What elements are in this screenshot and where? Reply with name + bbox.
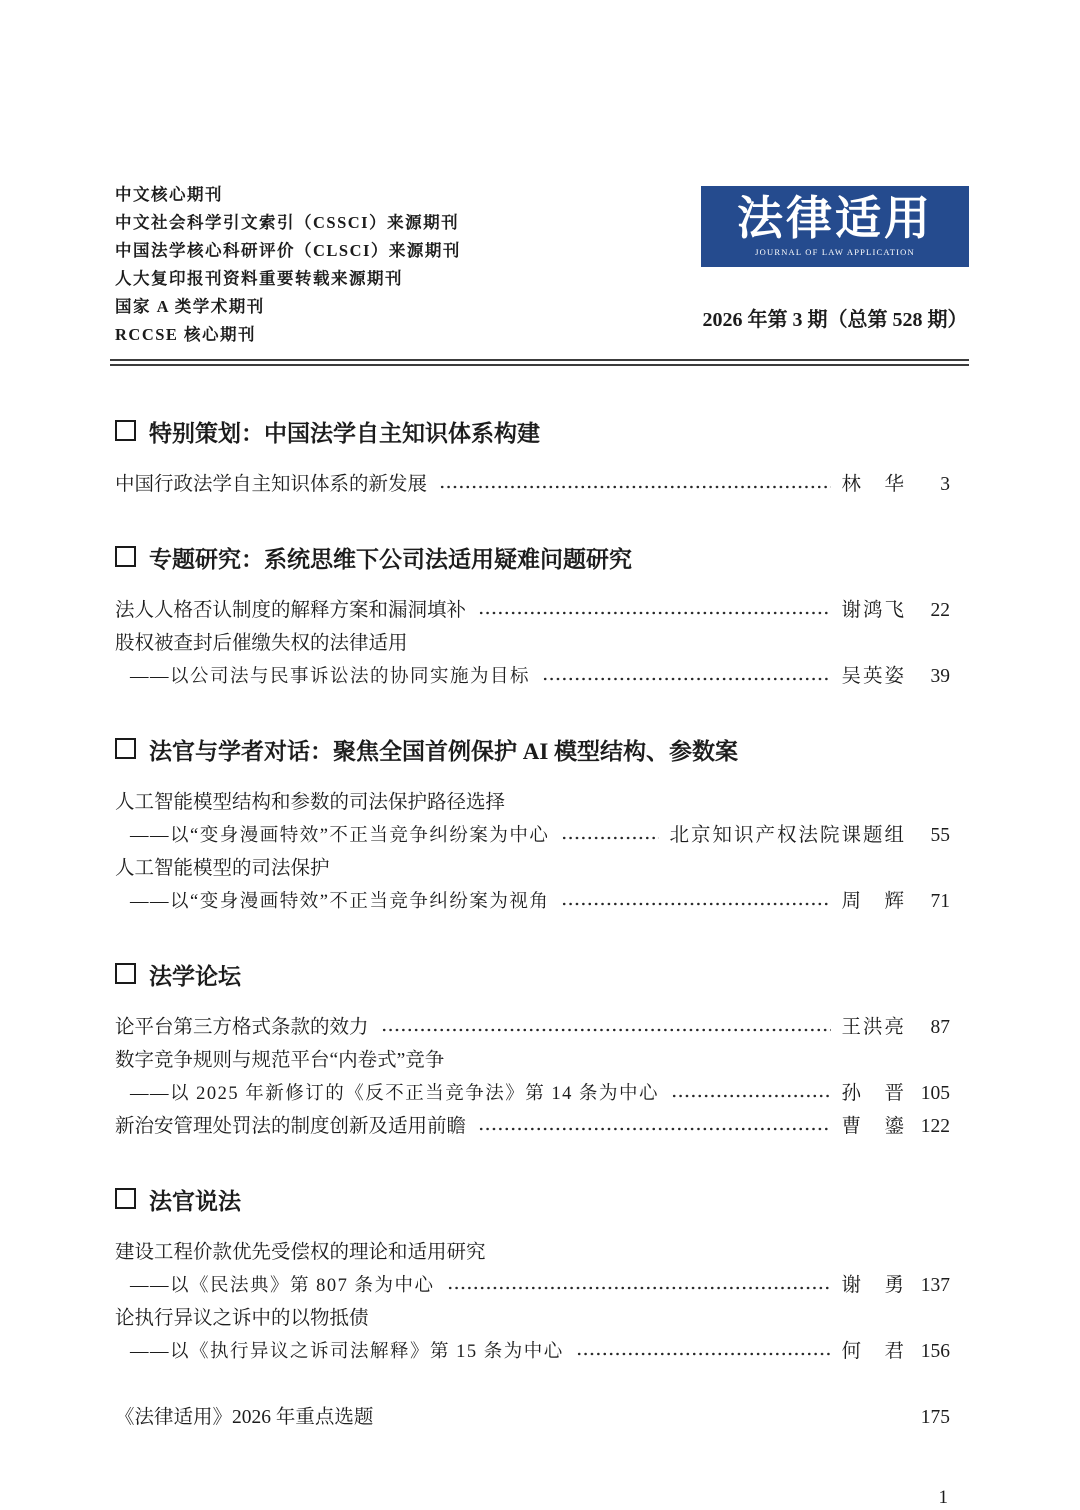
section-marker-icon (115, 420, 136, 441)
toc-entry-page: 105 (920, 1083, 950, 1105)
toc-entry-subtitle (115, 1077, 950, 1110)
credential-item: 中文核心期刊 (115, 185, 223, 204)
toc-entry (115, 1044, 950, 1077)
toc-entry-title: ——以 2025 年新修订的《反不正当竞争法》第 14 条为中心 (130, 1084, 660, 1105)
toc-entry-title: ——以《执行异议之诉司法解释》第 15 条为中心 (130, 1342, 564, 1363)
toc-entry-title: 数字竞争规则与规范平台“内卷式”竞争 (115, 1050, 445, 1072)
page-number: 1 (938, 1487, 948, 1509)
section-marker-icon (115, 963, 136, 984)
toc-entry-subtitle (115, 885, 950, 918)
section-heading (115, 731, 950, 767)
toc-entry-page: 156 (920, 1341, 950, 1363)
toc-entry-page: 87 (930, 1017, 950, 1039)
double-rule-divider (110, 359, 969, 366)
leader-dots (478, 1110, 831, 1143)
toc-entry-author: 何 君 (841, 1341, 906, 1363)
leader-dots (542, 660, 831, 693)
toc-section (115, 413, 950, 501)
section-heading (115, 539, 950, 575)
toc-entry (115, 852, 950, 885)
toc-entry-title: ——以《民法典》第 807 条为中心 (130, 1276, 435, 1297)
toc-entry (115, 1110, 950, 1143)
credential-item: 中国法学核心科研评价（CLSCI）来源期刊 (115, 241, 461, 260)
leader-dots (671, 1077, 831, 1110)
section-heading (115, 1181, 950, 1217)
toc-entry-author: 谢 勇 (841, 1275, 906, 1297)
section-heading-label: 法官与学者对话：聚焦全国首例保护 AI 模型结构、参数案 (149, 738, 739, 764)
toc-entry-author: 北京知识产权法院课题组 (669, 825, 906, 847)
toc-entry-title: 人工智能模型结构和参数的司法保护路径选择 (115, 792, 506, 814)
toc-entry-author: 谢鸿飞 (841, 600, 906, 622)
toc-entry-page: 175 (920, 1407, 950, 1429)
toc-section (115, 956, 950, 1143)
journal-logo (701, 186, 969, 267)
section-heading (115, 956, 950, 992)
toc-entry-page: 55 (930, 825, 950, 847)
section-marker-icon (115, 738, 136, 759)
credential-item: RCCSE 核心期刊 (115, 325, 257, 344)
toc-entry-title: 论平台第三方格式条款的效力 (115, 1017, 369, 1039)
issue-line: 2026 年第 3 期（总第 528 期） (702, 309, 968, 331)
leader-dots (447, 1269, 832, 1302)
credential-item: 人大复印报刊资料重要转载来源期刊 (115, 269, 403, 288)
leader-dots (478, 594, 831, 627)
section-heading (115, 413, 950, 449)
journal-brand (701, 186, 969, 332)
toc-closing-entry (115, 1401, 950, 1434)
section-heading-label: 法官说法 (149, 1188, 241, 1214)
toc-entry (115, 594, 950, 627)
toc-entry-subtitle (115, 1335, 950, 1368)
credential-item: 中文社会科学引文索引（CSSCI）来源期刊 (115, 213, 460, 232)
toc-section (115, 539, 950, 693)
toc-entry-title: 中国行政法学自主知识体系的新发展 (115, 474, 428, 496)
toc-entry-page: 71 (930, 891, 950, 913)
toc-entry (115, 468, 950, 501)
toc-entry-title: 论执行异议之诉中的以物抵债 (115, 1308, 369, 1330)
section-heading-label: 专题研究：系统思维下公司法适用疑难问题研究 (149, 546, 632, 572)
toc-entry-author: 周 辉 (841, 891, 906, 913)
table-of-contents (115, 413, 950, 1434)
toc-entry-page: 137 (920, 1275, 950, 1297)
toc-entry (115, 1236, 950, 1269)
toc-entry (115, 1011, 950, 1044)
toc-entry-title: 新治安管理处罚法的制度创新及适用前瞻 (115, 1116, 467, 1138)
toc-entry-title: 股权被查封后催缴失权的法律适用 (115, 633, 408, 655)
toc-section (115, 1181, 950, 1368)
leader-dots (561, 819, 659, 852)
toc-entry (115, 627, 950, 660)
toc-entry-subtitle (115, 1269, 950, 1302)
toc-entry (115, 786, 950, 819)
leader-dots (439, 468, 831, 501)
masthead (115, 181, 968, 359)
journal-logo-subtitle: JOURNAL OF LAW APPLICATION (755, 247, 915, 257)
toc-entry-title: ——以“变身漫画特效”不正当竞争纠纷案为中心 (130, 826, 550, 847)
section-heading-label: 法学论坛 (149, 963, 241, 989)
toc-entry-author: 林 华 (841, 474, 906, 496)
leader-dots (561, 885, 831, 918)
toc-entry-page: 3 (940, 474, 950, 496)
toc-entry-title: 《法律适用》2026 年重点选题 (115, 1407, 374, 1429)
toc-entry-page: 122 (920, 1116, 950, 1138)
toc-entry-author: 吴英姿 (841, 666, 906, 688)
section-marker-icon (115, 546, 136, 567)
toc-entry-page: 39 (930, 666, 950, 688)
toc-entry-page: 22 (930, 600, 950, 622)
toc-entry-title: 法人人格否认制度的解释方案和漏洞填补 (115, 600, 467, 622)
toc-entry-title: 人工智能模型的司法保护 (115, 858, 330, 880)
toc-entry-author: 曹 鎏 (841, 1116, 906, 1138)
section-marker-icon (115, 1188, 136, 1209)
journal-logo-title: 法律适用 (737, 193, 933, 244)
toc-entry-title: ——以公司法与民事诉讼法的协同实施为目标 (130, 667, 531, 688)
credential-item: 国家 A 类学术期刊 (115, 297, 265, 316)
leader-dots (576, 1335, 832, 1368)
toc-entry-author: 王洪亮 (841, 1017, 906, 1039)
leader-dots (381, 1011, 832, 1044)
toc-section (115, 731, 950, 918)
toc-entry-title: 建设工程价款优先受偿权的理论和适用研究 (115, 1242, 486, 1264)
toc-entry-title: ——以“变身漫画特效”不正当竞争纠纷案为视角 (130, 892, 550, 913)
toc-entry-subtitle (115, 660, 950, 693)
toc-entry-subtitle (115, 819, 950, 852)
toc-entry (115, 1302, 950, 1335)
toc-entry-author: 孙 晋 (841, 1083, 906, 1105)
section-heading-label: 特别策划：中国法学自主知识体系构建 (149, 420, 540, 446)
